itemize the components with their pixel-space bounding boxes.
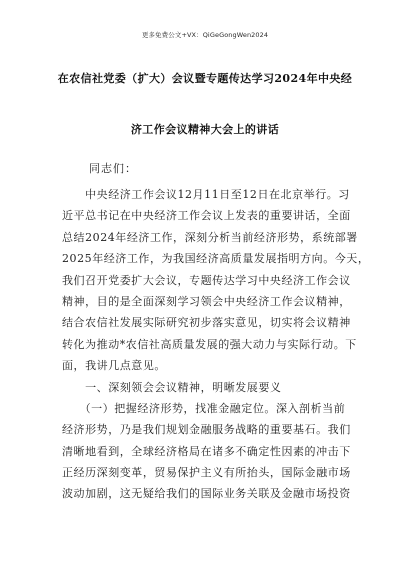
body-line: 中央经济工作会议12月11日至12日在北京举行。习 [62,188,350,201]
body-line: 波动加剧，这无疑给我们的国际业务关联及金融市场投资 [62,487,351,501]
body-line: 经济形势，乃是我们规划金融服务战略的重要基石。我们 [62,423,351,437]
body-line: 结合农信社发展实际研究初步落实意见，切实将会议精神 [62,316,351,330]
body-line: （一）把握经济形势，找准金融定位。深入剖析当前 [62,401,346,415]
document-title-line-2: 济工作会议精神大会上的讲话 [130,123,280,136]
header-note: 更多免费公文+VX：QiGeGongWen2024 [141,31,269,39]
body-line: 精神，目的是全面深刻学习领会中央经济工作会议精神， [62,294,351,308]
body-line: 正经历深刻变革，贸易保护主义有所抬头，国际金融市场 [62,466,351,480]
salutation: 同志们： [89,162,137,175]
body-line: 我们召开党委扩大会议，专题传达学习中央经济工作会议 [62,273,351,287]
body-line: 面，我讲几点意见。 [62,359,166,373]
section-heading: 一、深刻领会会议精神，明晰发展要义 [62,380,282,394]
body-line: 近平总书记在中央经济工作会议上发表的重要讲话，全面 [62,209,351,223]
body-line: 2025年经济工作，为我国经济高质量发展指明方向。今天， [62,252,370,266]
document-title-line-1: 在农信社党委（扩大）会议暨专题传达学习2024年中央经 [57,72,353,85]
document-body [62,184,370,505]
body-line: 总结2024年经济工作，深刻分析当前经济形势，系统部署 [62,230,358,244]
body-line: 转化为推动*农信社高质量发展的强大动力与实际行动。下 [62,337,357,351]
body-line: 清晰地看到，全球经济格局在诸多不确定性因素的冲击下 [62,444,351,458]
